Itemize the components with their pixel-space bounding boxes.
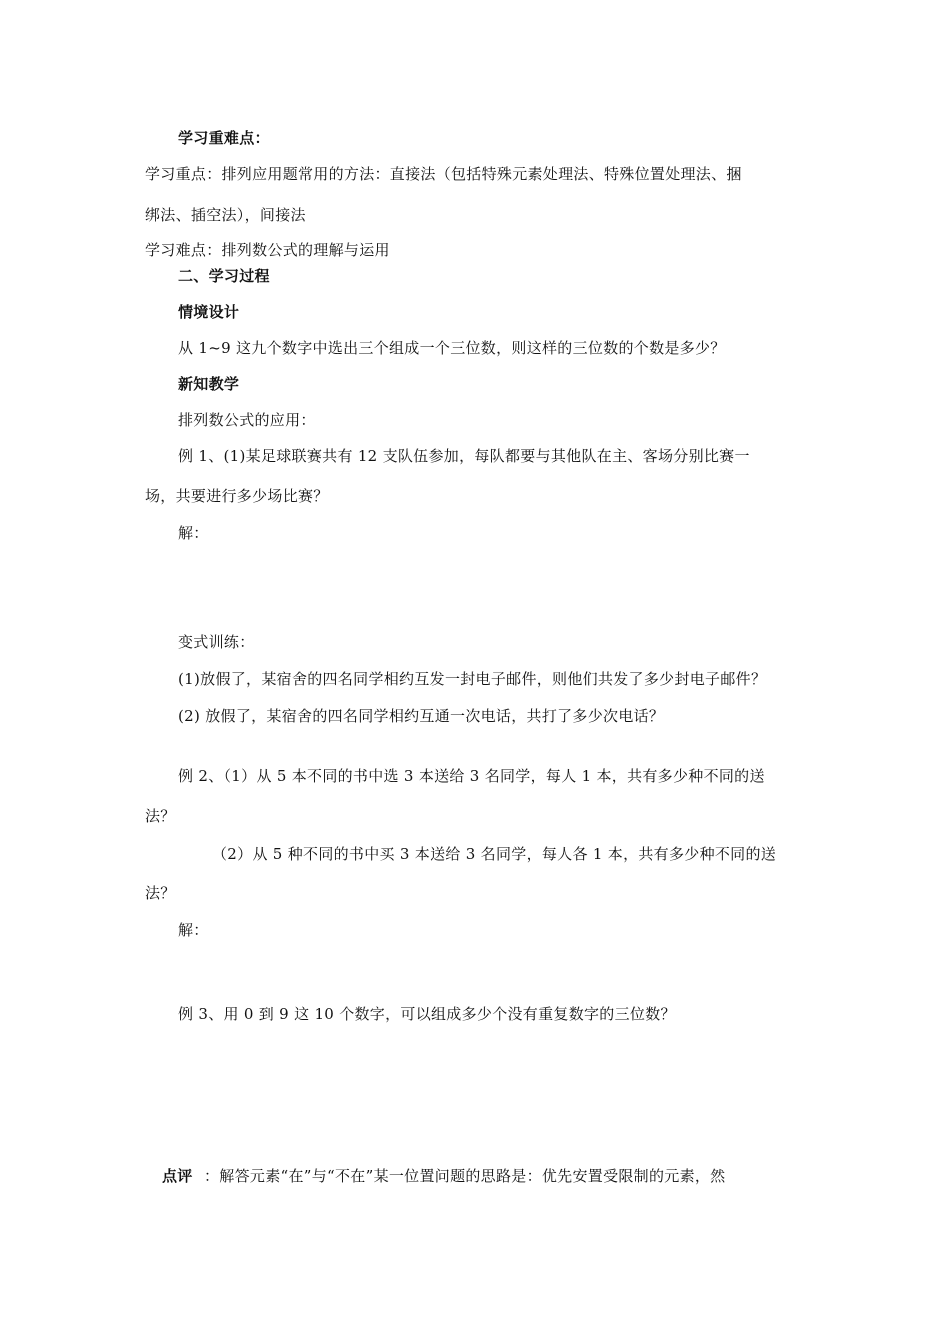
example-2-part-2-line-2: 法？ xyxy=(145,884,176,902)
example-2-line-2: 法？ xyxy=(145,807,176,825)
variant-heading: 变式训练： xyxy=(178,633,255,651)
comment-label: 点评 xyxy=(162,1167,193,1185)
scenario-heading: 情境设计 xyxy=(178,303,240,321)
example-3: 例 3、用 0 到 9 这 10 个数字，可以组成多少个没有重复数字的三位数？ xyxy=(178,1005,676,1023)
solution-2: 解： xyxy=(178,921,209,939)
key-points-heading: 学习重难点： xyxy=(178,129,270,147)
variant-1: (1)放假了，某宿舍的四名同学相约互发一封电子邮件，则他们共发了多少封电子邮件？ xyxy=(178,670,767,688)
example-2-line-1: 例 2、（1）从 5 本不同的书中选 3 本送给 3 名同学，每人 1 本，共有多少种不同的送 xyxy=(178,767,765,785)
difficulty-line: 学习难点：排列数公式的理解与运用 xyxy=(145,241,390,259)
comment-text: ：解答元素“在”与“不在”某一位置问题的思路是：优先安置受限制的元素，然 xyxy=(204,1167,726,1185)
key-point-line-2: 绑法、插空法），间接法 xyxy=(145,206,306,224)
key-point-line-1: 学习重点：排列应用题常用的方法：直接法（包括特殊元素处理法、特殊位置处理法、捆 xyxy=(145,165,742,183)
formula-application: 排列数公式的应用： xyxy=(178,411,316,429)
example-1-line-1: 例 1、(1)某足球联赛共有 12 支队伍参加，每队都要与其他队在主、客场分别比赛一 xyxy=(178,447,750,465)
example-2-part-2-line-1: （2）从 5 种不同的书中买 3 本送给 3 名同学，每人各 1 本，共有多少种不同的送 xyxy=(212,845,777,863)
new-knowledge-heading: 新知教学 xyxy=(178,375,240,393)
example-1-line-2: 场，共要进行多少场比赛？ xyxy=(145,487,329,505)
solution-1: 解： xyxy=(178,524,209,542)
scenario-text: 从 1~9 这九个数字中选出三个组成一个三位数，则这样的三位数的个数是多少？ xyxy=(178,339,726,357)
variant-2: (2) 放假了，某宿舍的四名同学相约互通一次电话，共打了多少次电话？ xyxy=(178,707,665,725)
section-2-heading: 二、学习过程 xyxy=(178,267,270,285)
